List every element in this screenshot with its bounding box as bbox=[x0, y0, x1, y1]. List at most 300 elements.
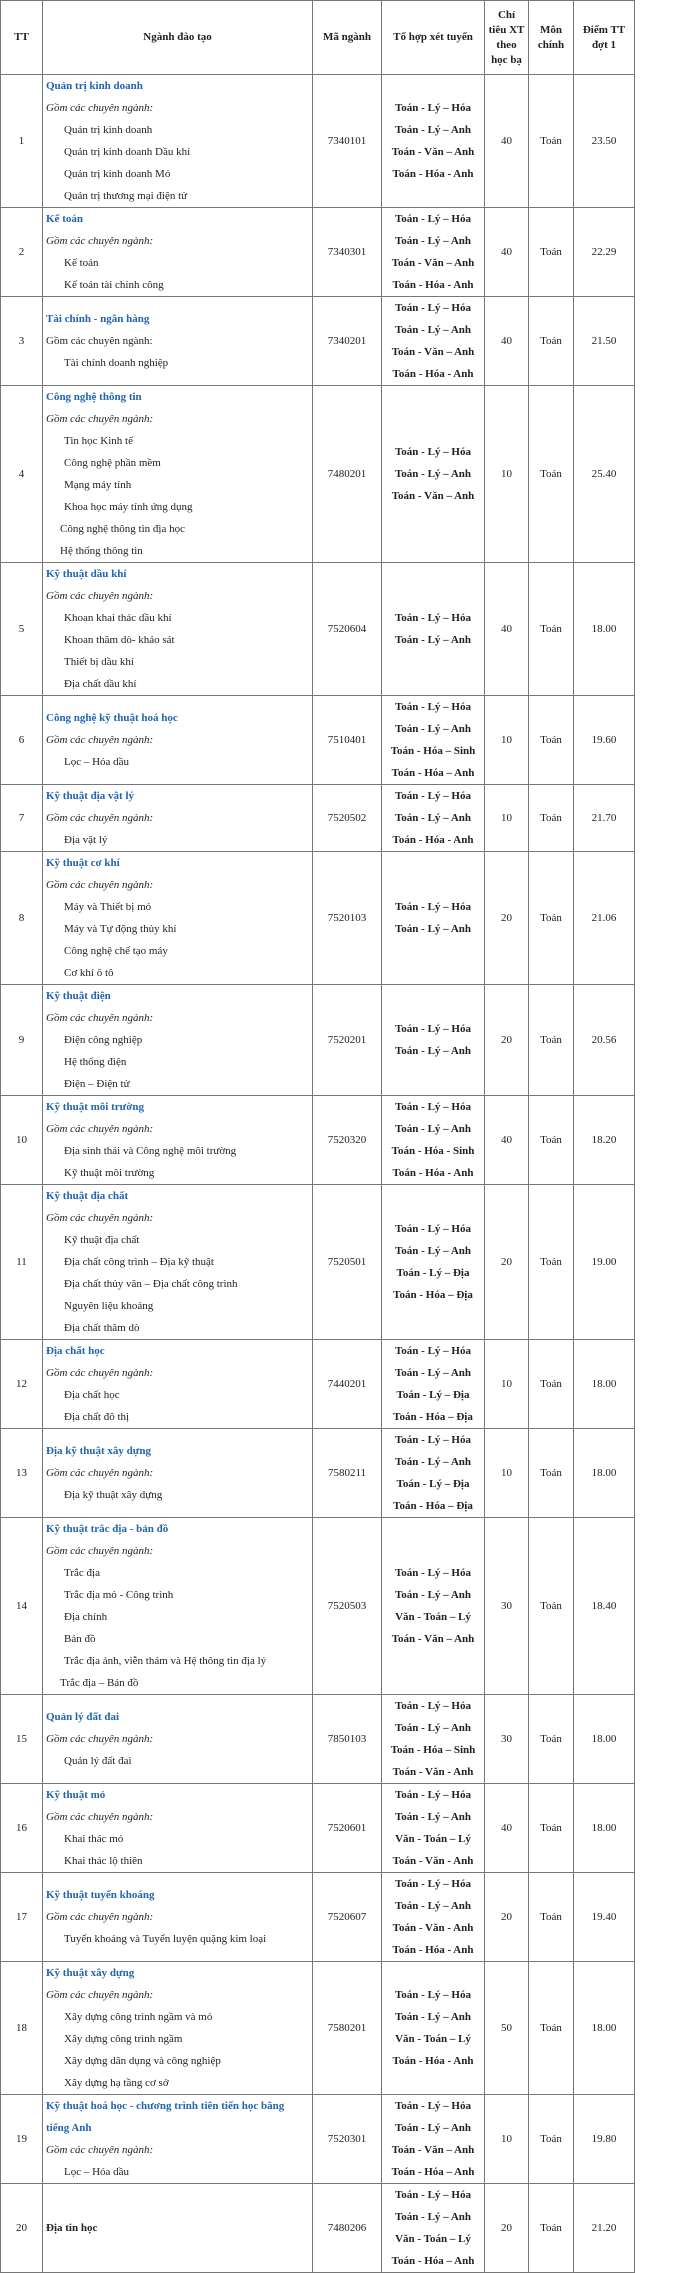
specializations-label: Gồm các chuyên ngành: bbox=[46, 1811, 154, 1823]
subject-combination: Toán - Lý – Anh bbox=[394, 1589, 472, 1601]
program-cell bbox=[43, 1962, 313, 2095]
table-row bbox=[1, 1695, 635, 1784]
subject-combination: Toán - Lý – Hóa bbox=[394, 1567, 471, 1579]
subject-combination: Toán - Hóa - Sinh bbox=[391, 1145, 475, 1157]
main-subject: Toán bbox=[529, 1096, 574, 1185]
subject-combination: Toán - Lý – Anh bbox=[394, 812, 472, 824]
program-title: Địa tin học bbox=[46, 2222, 98, 2234]
subject-combination: Toán - Lý – Anh bbox=[394, 1045, 472, 1057]
col-header-program: Ngành đào tạo bbox=[43, 1, 313, 75]
specialization-item: Công nghệ chế tạo máy bbox=[64, 945, 168, 957]
subject-combination: Toán - Lý – Hóa bbox=[394, 446, 471, 458]
cutoff-score: 21.50 bbox=[574, 297, 635, 386]
specialization-item: Địa sinh thái và Công nghệ môi trường bbox=[64, 1145, 237, 1157]
main-subject: Toán bbox=[529, 985, 574, 1096]
subject-combination: Toán - Lý – Anh bbox=[394, 1245, 472, 1257]
program-title-link[interactable]: Quản trị kinh doanh bbox=[46, 80, 143, 92]
program-title-link[interactable]: Kỹ thuật dầu khí bbox=[46, 568, 127, 580]
subject-combination: Toán - Lý – Hóa bbox=[394, 701, 471, 713]
subject-combination: Toán - Hóa – Anh bbox=[391, 2255, 475, 2267]
cutoff-score: 18.00 bbox=[574, 1340, 635, 1429]
table-row bbox=[1, 1518, 635, 1695]
subject-combination: Toán - Lý – Anh bbox=[394, 1456, 472, 1468]
subject-combinations bbox=[382, 1962, 485, 2095]
specialization-item: Địa chất công trình – Địa kỹ thuật bbox=[64, 1256, 214, 1268]
quota: 10 bbox=[485, 386, 529, 563]
program-code: 7340201 bbox=[313, 297, 382, 386]
specializations-label: Gồm các chuyên ngành: bbox=[46, 1367, 154, 1379]
specialization-item: Địa chính bbox=[64, 1611, 108, 1623]
specializations-label: Gồm các chuyên ngành: bbox=[46, 1911, 154, 1923]
specialization-item: Quản trị kinh doanh Mỏ bbox=[64, 168, 171, 180]
cutoff-score: 18.40 bbox=[574, 1518, 635, 1695]
specialization-item: Cơ khí ô tô bbox=[64, 967, 114, 979]
cutoff-score: 20.56 bbox=[574, 985, 635, 1096]
program-code: 7520201 bbox=[313, 985, 382, 1096]
program-cell bbox=[43, 75, 313, 208]
row-number: 8 bbox=[1, 852, 43, 985]
row-number: 20 bbox=[1, 2184, 43, 2273]
program-cell bbox=[43, 1429, 313, 1518]
main-subject: Toán bbox=[529, 1962, 574, 2095]
quota: 20 bbox=[485, 1185, 529, 1340]
subject-combination: Văn - Toán – Lý bbox=[395, 1833, 471, 1845]
specialization-item: Mạng máy tính bbox=[64, 479, 132, 491]
subject-combinations bbox=[382, 1518, 485, 1695]
specialization-item: Xây dựng công trình ngầm và mỏ bbox=[64, 2011, 213, 2023]
table-row bbox=[1, 696, 635, 785]
subject-combination: Toán - Lý – Anh bbox=[394, 1722, 472, 1734]
subject-combinations bbox=[382, 1096, 485, 1185]
subject-combination: Toán - Lý – Anh bbox=[394, 1811, 472, 1823]
program-cell bbox=[43, 1185, 313, 1340]
specializations-label: Gồm các chuyên ngành: bbox=[46, 590, 154, 602]
subject-combinations bbox=[382, 696, 485, 785]
specializations-label: Gồm các chuyên ngành: bbox=[46, 102, 154, 114]
row-number: 1 bbox=[1, 75, 43, 208]
cutoff-score: 21.20 bbox=[574, 2184, 635, 2273]
specialization-item: Trắc địa mỏ - Công trình bbox=[64, 1589, 174, 1601]
row-number: 3 bbox=[1, 297, 43, 386]
specialization-item: Khoa học máy tính ứng dụng bbox=[64, 501, 193, 513]
row-number: 9 bbox=[1, 985, 43, 1096]
subject-combination: Toán - Lý – Hóa bbox=[394, 1700, 471, 1712]
subject-combination: Toán - Lý – Hóa bbox=[394, 612, 471, 624]
subject-combination: Toán - Lý – Anh bbox=[394, 2011, 472, 2023]
subject-combinations bbox=[382, 785, 485, 852]
specialization-item: Địa chất đô thị bbox=[64, 1411, 130, 1423]
specialization-item: Khai thác mỏ bbox=[64, 1833, 124, 1845]
main-subject: Toán bbox=[529, 563, 574, 696]
subject-combination: Toán - Văn - Anh bbox=[392, 1855, 474, 1867]
subject-combinations bbox=[382, 1185, 485, 1340]
program-code: 7520501 bbox=[313, 1185, 382, 1340]
subject-combination: Toán - Hóa - Anh bbox=[392, 2055, 474, 2067]
specializations-label: Gồm các chuyên ngành: bbox=[46, 413, 154, 425]
subject-combination: Toán - Văn – Anh bbox=[391, 346, 475, 358]
table-row bbox=[1, 785, 635, 852]
specializations-label: Gồm các chuyên ngành: bbox=[46, 1545, 154, 1557]
main-subject: Toán bbox=[529, 1695, 574, 1784]
cutoff-score: 19.80 bbox=[574, 2095, 635, 2184]
subject-combination: Toán - Văn – Anh bbox=[391, 2144, 475, 2156]
specialization-item: Địa vật lý bbox=[64, 834, 108, 846]
subject-combinations bbox=[382, 563, 485, 696]
program-code: 7580201 bbox=[313, 1962, 382, 2095]
cutoff-score: 19.00 bbox=[574, 1185, 635, 1340]
program-cell bbox=[43, 2095, 313, 2184]
main-subject: Toán bbox=[529, 2184, 574, 2273]
program-code: 7340101 bbox=[313, 75, 382, 208]
program-code: 7340301 bbox=[313, 208, 382, 297]
quota: 10 bbox=[485, 2095, 529, 2184]
row-number: 7 bbox=[1, 785, 43, 852]
specialization-item: Địa kỹ thuật xây dựng bbox=[64, 1489, 163, 1501]
program-code: 7480201 bbox=[313, 386, 382, 563]
specialization-item: Hệ thống điện bbox=[64, 1056, 127, 1068]
subject-combination: Toán - Hóa – Sinh bbox=[390, 1744, 476, 1756]
program-cell bbox=[43, 1340, 313, 1429]
cutoff-score: 18.20 bbox=[574, 1096, 635, 1185]
col-header-combos: Tổ hợp xét tuyển bbox=[382, 1, 485, 75]
subject-combination: Toán - Văn - Anh bbox=[392, 1766, 474, 1778]
table-row bbox=[1, 1185, 635, 1340]
subject-combination: Toán - Hóa – Địa bbox=[393, 1411, 473, 1423]
cutoff-score: 18.00 bbox=[574, 563, 635, 696]
subject-combination: Toán - Lý – Anh bbox=[394, 923, 472, 935]
main-subject: Toán bbox=[529, 1873, 574, 1962]
subject-combination: Toán - Lý – Hóa bbox=[394, 2189, 471, 2201]
specializations-label: Gồm các chuyên ngành: bbox=[46, 2144, 154, 2156]
table-row bbox=[1, 1340, 635, 1429]
main-subject: Toán bbox=[529, 1340, 574, 1429]
quota: 40 bbox=[485, 75, 529, 208]
specialization-item: Nguyên liệu khoáng bbox=[64, 1300, 154, 1312]
subject-combination: Toán - Lý – Hóa bbox=[394, 302, 471, 314]
specialization-item: Quản trị kinh doanh bbox=[64, 124, 153, 136]
specialization-item: Địa chất dầu khí bbox=[64, 678, 137, 690]
program-title-link[interactable]: Địa kỹ thuật xây dựng bbox=[46, 1445, 152, 1457]
col-header-quota: Chỉ tiêu XT theo học bạ bbox=[485, 1, 529, 75]
subject-combination: Toán - Hóa - Anh bbox=[392, 279, 474, 291]
main-subject: Toán bbox=[529, 2095, 574, 2184]
specialization-item: Tài chính doanh nghiệp bbox=[64, 357, 169, 369]
subject-combination: Toán - Văn – Anh bbox=[391, 1633, 475, 1645]
specialization-item: Trắc địa – Bản đồ bbox=[60, 1677, 139, 1689]
quota: 40 bbox=[485, 1096, 529, 1185]
subject-combination: Toán - Lý – Hóa bbox=[394, 790, 471, 802]
program-title-link[interactable]: Kỹ thuật môi trường bbox=[46, 1101, 144, 1113]
cutoff-score: 18.00 bbox=[574, 1962, 635, 2095]
specializations-label: Gồm các chuyên ngành: bbox=[46, 1733, 154, 1745]
subject-combination: Toán - Hóa – Địa bbox=[393, 1500, 473, 1512]
table-row bbox=[1, 1962, 635, 2095]
subject-combination: Toán - Lý – Hóa bbox=[394, 1101, 471, 1113]
subject-combination: Toán - Lý – Anh bbox=[394, 324, 472, 336]
quota: 30 bbox=[485, 1518, 529, 1695]
subject-combination: Toán - Hóa – Anh bbox=[391, 767, 475, 779]
program-code: 7440201 bbox=[313, 1340, 382, 1429]
program-cell bbox=[43, 563, 313, 696]
main-subject: Toán bbox=[529, 1784, 574, 1873]
cutoff-score: 21.70 bbox=[574, 785, 635, 852]
quota: 20 bbox=[485, 852, 529, 985]
program-cell bbox=[43, 1518, 313, 1695]
quota: 40 bbox=[485, 1784, 529, 1873]
subject-combination: Toán - Hóa – Địa bbox=[393, 1289, 473, 1301]
subject-combinations bbox=[382, 985, 485, 1096]
specialization-item: Công nghệ phần mềm bbox=[64, 457, 161, 469]
program-cell bbox=[43, 696, 313, 785]
row-number: 6 bbox=[1, 696, 43, 785]
subject-combination: Toán - Lý – Địa bbox=[396, 1389, 470, 1401]
program-title-link[interactable]: Công nghệ thông tin bbox=[46, 391, 142, 403]
subject-combination: Toán - Lý – Hóa bbox=[394, 2100, 471, 2112]
specialization-item: Thiết bị dầu khí bbox=[64, 656, 134, 668]
quota: 20 bbox=[485, 2184, 529, 2273]
cutoff-score: 23.50 bbox=[574, 75, 635, 208]
subject-combination: Toán - Lý – Địa bbox=[396, 1478, 470, 1490]
cutoff-score: 25.40 bbox=[574, 386, 635, 563]
main-subject: Toán bbox=[529, 852, 574, 985]
row-number: 17 bbox=[1, 1873, 43, 1962]
specializations-label: Gồm các chuyên ngành: bbox=[46, 1212, 154, 1224]
specializations-label: Gồm các chuyên ngành: bbox=[46, 1012, 154, 1024]
specialization-item: Hệ thống thông tin bbox=[60, 545, 143, 557]
table-row bbox=[1, 297, 635, 386]
row-number: 19 bbox=[1, 2095, 43, 2184]
quota: 40 bbox=[485, 563, 529, 696]
row-number: 18 bbox=[1, 1962, 43, 2095]
program-title-link[interactable]: Địa chất học bbox=[46, 1345, 105, 1357]
subject-combination: Toán - Hóa - Anh bbox=[392, 834, 474, 846]
cutoff-score: 21.06 bbox=[574, 852, 635, 985]
table-row bbox=[1, 75, 635, 208]
table-row bbox=[1, 985, 635, 1096]
specialization-item: Địa chất thăm dò bbox=[64, 1322, 140, 1334]
cutoff-score: 18.00 bbox=[574, 1695, 635, 1784]
specialization-item: Tin học Kinh tế bbox=[64, 435, 133, 447]
program-cell bbox=[43, 1096, 313, 1185]
subject-combination: Toán - Lý – Anh bbox=[394, 124, 472, 136]
subject-combinations bbox=[382, 852, 485, 985]
subject-combination: Toán - Lý – Anh bbox=[394, 634, 472, 646]
subject-combination: Toán - Lý – Anh bbox=[394, 1900, 472, 1912]
program-code: 7520601 bbox=[313, 1784, 382, 1873]
program-code: 7520607 bbox=[313, 1873, 382, 1962]
subject-combination: Toán - Lý – Hóa bbox=[394, 102, 471, 114]
specialization-item: Lọc – Hóa dầu bbox=[64, 756, 130, 768]
program-cell bbox=[43, 1695, 313, 1784]
subject-combinations bbox=[382, 1429, 485, 1518]
row-number: 4 bbox=[1, 386, 43, 563]
program-cell bbox=[43, 852, 313, 985]
program-code: 7520103 bbox=[313, 852, 382, 985]
subject-combinations bbox=[382, 1340, 485, 1429]
subject-combination: Toán - Lý – Hóa bbox=[394, 901, 471, 913]
col-header-tt: TT bbox=[1, 1, 43, 75]
specialization-item: Địa chất thủy văn – Địa chất công trình bbox=[64, 1278, 238, 1290]
table-row bbox=[1, 852, 635, 985]
table-row bbox=[1, 1096, 635, 1185]
row-number: 14 bbox=[1, 1518, 43, 1695]
quota: 10 bbox=[485, 1340, 529, 1429]
subject-combination: Toán - Lý – Hóa bbox=[394, 1878, 471, 1890]
main-subject: Toán bbox=[529, 785, 574, 852]
program-title-link[interactable]: Kỹ thuật trắc địa - bản đồ bbox=[46, 1523, 169, 1535]
specializations-label: Gồm các chuyên ngành: bbox=[46, 235, 154, 247]
subject-combinations bbox=[382, 1695, 485, 1784]
program-code: 7520301 bbox=[313, 2095, 382, 2184]
specialization-item: Lọc – Hóa dầu bbox=[64, 2166, 130, 2178]
subject-combination: Toán - Lý – Hóa bbox=[394, 1434, 471, 1446]
col-header-score: Điểm TT đợt 1 bbox=[574, 1, 635, 75]
program-title-link[interactable]: Kỹ thuật địa chất bbox=[46, 1190, 129, 1202]
main-subject: Toán bbox=[529, 297, 574, 386]
specializations-label: Gồm các chuyên ngành: bbox=[46, 1467, 154, 1479]
main-subject: Toán bbox=[529, 208, 574, 297]
row-number: 12 bbox=[1, 1340, 43, 1429]
subject-combination: Toán - Lý – Anh bbox=[394, 468, 472, 480]
main-subject: Toán bbox=[529, 1518, 574, 1695]
program-cell bbox=[43, 2184, 313, 2273]
table-row bbox=[1, 2184, 635, 2273]
col-header-main-subject: Môn chính bbox=[529, 1, 574, 75]
program-cell bbox=[43, 1873, 313, 1962]
specialization-item: Địa chất học bbox=[64, 1389, 120, 1401]
subject-combination: Toán - Văn – Anh bbox=[391, 490, 475, 502]
specialization-item: Kỹ thuật địa chất bbox=[64, 1234, 140, 1246]
program-title-link[interactable]: Kế toán bbox=[46, 213, 83, 225]
main-subject: Toán bbox=[529, 1429, 574, 1518]
program-title-link[interactable]: Kỹ thuật hoá học - chương trình tiên tiến học bằng tiếng Anh bbox=[46, 2100, 285, 2134]
program-title-link[interactable]: Kỹ thuật mỏ bbox=[46, 1789, 106, 1801]
program-code: 7580211 bbox=[313, 1429, 382, 1518]
subject-combination: Toán - Lý – Anh bbox=[394, 723, 472, 735]
subject-combination: Toán - Hóa - Anh bbox=[392, 168, 474, 180]
specializations-label: Gồm các chuyên ngành: bbox=[46, 1989, 154, 2001]
program-code: 7480206 bbox=[313, 2184, 382, 2273]
specialization-item: Tuyển khoáng và Tuyển luyện quặng kim loại bbox=[64, 1933, 267, 1945]
subject-combination: Toán - Văn - Anh bbox=[392, 1922, 474, 1934]
subject-combination: Toán - Hóa - Anh bbox=[392, 1167, 474, 1179]
subject-combination: Toán - Lý – Anh bbox=[394, 1367, 472, 1379]
row-number: 13 bbox=[1, 1429, 43, 1518]
program-title-link[interactable]: Kỹ thuật điện bbox=[46, 990, 111, 1002]
program-cell bbox=[43, 1784, 313, 1873]
specializations-label: Gồm các chuyên ngành: bbox=[46, 879, 154, 891]
subject-combination: Toán - Lý – Anh bbox=[394, 235, 472, 247]
specialization-item: Xây dựng hạ tầng cơ sở bbox=[64, 2077, 169, 2089]
main-subject: Toán bbox=[529, 386, 574, 563]
program-code: 7520604 bbox=[313, 563, 382, 696]
program-title-link[interactable]: Kỹ thuật cơ khí bbox=[46, 857, 120, 869]
specialization-item: Xây dựng công trình ngầm bbox=[64, 2033, 183, 2045]
row-number: 11 bbox=[1, 1185, 43, 1340]
table-row bbox=[1, 563, 635, 696]
program-title-link[interactable]: Kỹ thuật tuyển khoáng bbox=[46, 1889, 155, 1901]
subject-combination: Toán - Lý – Hóa bbox=[394, 1789, 471, 1801]
specialization-item: Công nghệ thông tin địa học bbox=[60, 523, 185, 535]
program-cell bbox=[43, 985, 313, 1096]
cutoff-score: 19.60 bbox=[574, 696, 635, 785]
subject-combination: Toán - Lý – Hóa bbox=[394, 1023, 471, 1035]
subject-combination: Toán - Văn – Anh bbox=[391, 257, 475, 269]
specializations-label: Gồm các chuyên ngành: bbox=[46, 335, 153, 347]
quota: 10 bbox=[485, 785, 529, 852]
cutoff-score: 18.00 bbox=[574, 1429, 635, 1518]
program-code: 7850103 bbox=[313, 1695, 382, 1784]
subject-combination: Văn - Toán – Lý bbox=[395, 2233, 471, 2245]
subject-combination: Toán - Hóa - Anh bbox=[392, 1944, 474, 1956]
program-code: 7510401 bbox=[313, 696, 382, 785]
table-row bbox=[1, 1429, 635, 1518]
table-row bbox=[1, 2095, 635, 2184]
row-number: 16 bbox=[1, 1784, 43, 1873]
table-row bbox=[1, 1784, 635, 1873]
specialization-item: Kỹ thuật môi trường bbox=[64, 1167, 155, 1179]
subject-combination: Toán - Lý – Địa bbox=[396, 1267, 470, 1279]
subject-combinations bbox=[382, 2184, 485, 2273]
specialization-item: Khai thác lộ thiên bbox=[64, 1855, 143, 1867]
subject-combination: Văn - Toán – Lý bbox=[395, 1611, 471, 1623]
specialization-item: Quản lý đất đai bbox=[64, 1755, 132, 1767]
main-subject: Toán bbox=[529, 1185, 574, 1340]
quota: 20 bbox=[485, 985, 529, 1096]
cutoff-score: 22.29 bbox=[574, 208, 635, 297]
subject-combinations bbox=[382, 2095, 485, 2184]
program-cell bbox=[43, 208, 313, 297]
specializations-label: Gồm các chuyên ngành: bbox=[46, 812, 154, 824]
quota: 40 bbox=[485, 208, 529, 297]
program-cell bbox=[43, 785, 313, 852]
subject-combination: Toán - Hóa – Sinh bbox=[390, 745, 476, 757]
specialization-item: Máy và Tự động thủy khí bbox=[64, 923, 177, 935]
program-title-link[interactable]: Kỹ thuật xây dựng bbox=[46, 1967, 135, 1979]
specialization-item: Xây dựng dân dụng và công nghiệp bbox=[64, 2055, 221, 2067]
subject-combinations bbox=[382, 75, 485, 208]
subject-combinations bbox=[382, 208, 485, 297]
specialization-item: Điện công nghiệp bbox=[64, 1034, 143, 1046]
col-header-code: Mã ngành bbox=[313, 1, 382, 75]
program-code: 7520502 bbox=[313, 785, 382, 852]
subject-combination: Toán - Lý – Hóa bbox=[394, 213, 471, 225]
subject-combination: Toán - Văn – Anh bbox=[391, 146, 475, 158]
subject-combination: Toán - Lý – Anh bbox=[394, 2122, 472, 2134]
header-row bbox=[1, 1, 635, 75]
program-cell bbox=[43, 297, 313, 386]
row-number: 5 bbox=[1, 563, 43, 696]
specialization-item: Quản trị kinh doanh Dầu khí bbox=[64, 146, 191, 158]
subject-combinations bbox=[382, 297, 485, 386]
specializations-label: Gồm các chuyên ngành: bbox=[46, 1123, 154, 1135]
program-title-link[interactable]: Kỹ thuật địa vật lý bbox=[46, 790, 135, 802]
specialization-item: Trắc địa ảnh, viễn thám và Hệ thông tin địa lý bbox=[64, 1655, 267, 1667]
quota: 50 bbox=[485, 1962, 529, 2095]
cutoff-score: 19.40 bbox=[574, 1873, 635, 1962]
subject-combination: Toán - Lý – Anh bbox=[394, 1123, 472, 1135]
subject-combination: Toán - Lý – Anh bbox=[394, 2211, 472, 2223]
specialization-item: Quản trị thương mại điện tử bbox=[64, 190, 188, 202]
program-title-link[interactable]: Tài chính - ngân hàng bbox=[46, 313, 150, 325]
program-title-link[interactable]: Quản lý đất đai bbox=[46, 1711, 120, 1723]
quota: 30 bbox=[485, 1695, 529, 1784]
specialization-item: Trắc địa bbox=[64, 1567, 100, 1579]
subject-combination: Văn - Toán – Lý bbox=[395, 2033, 471, 2045]
specialization-item: Điện – Điện tử bbox=[64, 1078, 130, 1090]
program-title-link[interactable]: Công nghệ kỹ thuật hoá học bbox=[46, 712, 178, 724]
subject-combination: Toán - Lý – Hóa bbox=[394, 1223, 471, 1235]
